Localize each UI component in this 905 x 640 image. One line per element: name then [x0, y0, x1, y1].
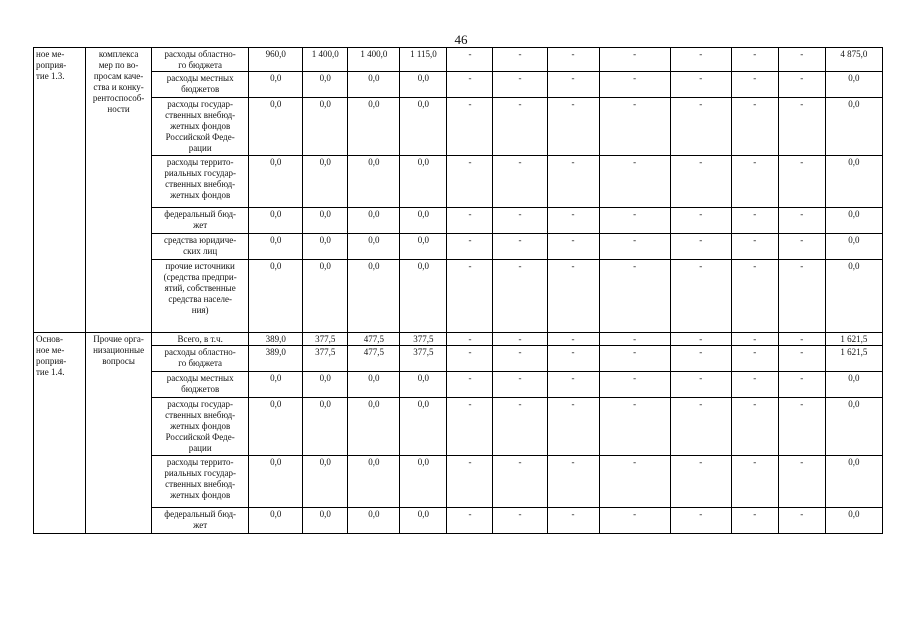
value-cell: 0,0 — [400, 234, 447, 260]
table-row — [34, 333, 883, 346]
empty-value-cell: - — [447, 156, 493, 208]
empty-value-cell: - — [778, 48, 825, 72]
funding-source-cell: расходы местных бюджетов — [152, 72, 249, 98]
empty-value-cell: - — [670, 48, 731, 72]
value-cell: 1 400,0 — [348, 48, 400, 72]
empty-value-cell: - — [547, 98, 599, 156]
empty-value-cell: - — [778, 208, 825, 234]
total-cell: 1 621,5 — [825, 346, 882, 372]
value-cell: 0,0 — [348, 234, 400, 260]
empty-value-cell: - — [778, 98, 825, 156]
empty-value-cell: - — [670, 456, 731, 508]
value-cell: 0,0 — [249, 508, 303, 534]
value-cell: 0,0 — [348, 260, 400, 333]
empty-value-cell: - — [731, 234, 778, 260]
empty-value-cell: - — [599, 260, 670, 333]
funding-source-cell: расходы местных бюджетов — [152, 372, 249, 398]
empty-value-cell: - — [493, 398, 547, 456]
empty-value-cell: - — [547, 398, 599, 456]
empty-value-cell: - — [731, 48, 778, 72]
empty-value-cell: - — [493, 508, 547, 534]
table-row — [34, 72, 883, 98]
value-cell: 377,5 — [303, 333, 348, 346]
value-cell: 1 115,0 — [400, 48, 447, 72]
funding-source-cell: средства юридиче- ских лиц — [152, 234, 249, 260]
empty-value-cell: - — [778, 456, 825, 508]
empty-value-cell: - — [731, 333, 778, 346]
table-row — [34, 208, 883, 234]
empty-value-cell: - — [447, 48, 493, 72]
value-cell: 0,0 — [348, 156, 400, 208]
empty-value-cell: - — [447, 208, 493, 234]
empty-value-cell: - — [447, 456, 493, 508]
value-cell: 0,0 — [303, 98, 348, 156]
empty-value-cell: - — [731, 456, 778, 508]
table-row — [34, 346, 883, 372]
empty-value-cell: - — [447, 260, 493, 333]
empty-value-cell: - — [547, 48, 599, 72]
empty-value-cell: - — [731, 208, 778, 234]
measure-cell: ное ме- роприя- тие 1.3. — [34, 48, 86, 333]
total-cell: 1 621,5 — [825, 333, 882, 346]
empty-value-cell: - — [731, 260, 778, 333]
total-cell: 0,0 — [825, 156, 882, 208]
empty-value-cell: - — [547, 508, 599, 534]
value-cell: 0,0 — [348, 72, 400, 98]
table-row — [34, 48, 883, 72]
total-cell: 4 875,0 — [825, 48, 882, 72]
funding-source-cell: расходы областно- го бюджета — [152, 346, 249, 372]
empty-value-cell: - — [778, 156, 825, 208]
value-cell: 0,0 — [400, 508, 447, 534]
value-cell: 0,0 — [400, 372, 447, 398]
empty-value-cell: - — [547, 456, 599, 508]
empty-value-cell: - — [599, 72, 670, 98]
empty-value-cell: - — [493, 456, 547, 508]
empty-value-cell: - — [670, 156, 731, 208]
empty-value-cell: - — [731, 346, 778, 372]
empty-value-cell: - — [493, 234, 547, 260]
empty-value-cell: - — [547, 234, 599, 260]
value-cell: 0,0 — [249, 260, 303, 333]
empty-value-cell: - — [778, 508, 825, 534]
value-cell: 960,0 — [249, 48, 303, 72]
empty-value-cell: - — [547, 333, 599, 346]
value-cell: 0,0 — [249, 234, 303, 260]
empty-value-cell: - — [599, 398, 670, 456]
measure-cell: Основ- ное ме- роприя- тие 1.4. — [34, 333, 86, 534]
table-row — [34, 456, 883, 508]
total-cell: 0,0 — [825, 372, 882, 398]
empty-value-cell: - — [447, 372, 493, 398]
empty-value-cell: - — [493, 333, 547, 346]
empty-value-cell: - — [493, 48, 547, 72]
empty-value-cell: - — [670, 98, 731, 156]
value-cell: 477,5 — [348, 346, 400, 372]
empty-value-cell: - — [670, 260, 731, 333]
value-cell: 0,0 — [303, 456, 348, 508]
funding-source-cell: федеральный бюд- жет — [152, 508, 249, 534]
budget-table — [33, 47, 883, 534]
total-cell: 0,0 — [825, 508, 882, 534]
empty-value-cell: - — [547, 208, 599, 234]
total-cell: 0,0 — [825, 234, 882, 260]
value-cell: 1 400,0 — [303, 48, 348, 72]
value-cell: 0,0 — [303, 72, 348, 98]
empty-value-cell: - — [493, 208, 547, 234]
value-cell: 0,0 — [249, 156, 303, 208]
table-row — [34, 260, 883, 333]
total-cell: 0,0 — [825, 398, 882, 456]
value-cell: 389,0 — [249, 346, 303, 372]
empty-value-cell: - — [778, 234, 825, 260]
empty-value-cell: - — [778, 333, 825, 346]
table-body — [34, 48, 883, 534]
total-cell: 0,0 — [825, 98, 882, 156]
value-cell: 0,0 — [303, 372, 348, 398]
value-cell: 0,0 — [348, 456, 400, 508]
empty-value-cell: - — [670, 346, 731, 372]
empty-value-cell: - — [547, 260, 599, 333]
value-cell: 377,5 — [400, 333, 447, 346]
empty-value-cell: - — [670, 372, 731, 398]
value-cell: 0,0 — [249, 456, 303, 508]
empty-value-cell: - — [599, 98, 670, 156]
empty-value-cell: - — [493, 372, 547, 398]
empty-value-cell: - — [778, 72, 825, 98]
page-number: 46 — [454, 32, 468, 47]
empty-value-cell: - — [670, 508, 731, 534]
table-row — [34, 98, 883, 156]
value-cell: 389,0 — [249, 333, 303, 346]
empty-value-cell: - — [447, 333, 493, 346]
value-cell: 0,0 — [303, 156, 348, 208]
empty-value-cell: - — [599, 372, 670, 398]
value-cell: 0,0 — [400, 98, 447, 156]
empty-value-cell: - — [731, 72, 778, 98]
empty-value-cell: - — [599, 456, 670, 508]
funding-source-cell: расходы террито- риальных государ- ственных внебюд- жетных фондов — [152, 456, 249, 508]
value-cell: 0,0 — [249, 398, 303, 456]
value-cell: 0,0 — [249, 208, 303, 234]
value-cell: 377,5 — [303, 346, 348, 372]
funding-source-cell: Всего, в т.ч. — [152, 333, 249, 346]
empty-value-cell: - — [778, 346, 825, 372]
empty-value-cell: - — [778, 260, 825, 333]
value-cell: 0,0 — [348, 208, 400, 234]
funding-source-cell: расходы государ- ственных внебюд- жетных фондов Российской Феде- рации — [152, 398, 249, 456]
empty-value-cell: - — [670, 72, 731, 98]
empty-value-cell: - — [447, 72, 493, 98]
value-cell: 0,0 — [348, 398, 400, 456]
total-cell: 0,0 — [825, 72, 882, 98]
funding-source-cell: расходы террито- риальных государ- ственных внебюд- жетных фондов — [152, 156, 249, 208]
value-cell: 0,0 — [400, 72, 447, 98]
empty-value-cell: - — [731, 156, 778, 208]
table-row — [34, 508, 883, 534]
empty-value-cell: - — [670, 333, 731, 346]
empty-value-cell: - — [599, 156, 670, 208]
empty-value-cell: - — [670, 398, 731, 456]
table-row — [34, 398, 883, 456]
value-cell: 0,0 — [303, 208, 348, 234]
funding-source-cell: федеральный бюд- жет — [152, 208, 249, 234]
empty-value-cell: - — [493, 346, 547, 372]
empty-value-cell: - — [447, 346, 493, 372]
empty-value-cell: - — [447, 98, 493, 156]
value-cell: 0,0 — [400, 208, 447, 234]
value-cell: 377,5 — [400, 346, 447, 372]
empty-value-cell: - — [778, 372, 825, 398]
empty-value-cell: - — [731, 508, 778, 534]
empty-value-cell: - — [731, 98, 778, 156]
table-row — [34, 372, 883, 398]
value-cell: 0,0 — [303, 398, 348, 456]
value-cell: 0,0 — [348, 372, 400, 398]
empty-value-cell: - — [447, 398, 493, 456]
value-cell: 0,0 — [303, 260, 348, 333]
value-cell: 0,0 — [400, 156, 447, 208]
measure-name-cell: Прочие орга- низационные вопросы — [86, 333, 152, 534]
value-cell: 0,0 — [303, 508, 348, 534]
empty-value-cell: - — [599, 48, 670, 72]
empty-value-cell: - — [670, 234, 731, 260]
empty-value-cell: - — [493, 72, 547, 98]
empty-value-cell: - — [599, 508, 670, 534]
value-cell: 0,0 — [249, 372, 303, 398]
empty-value-cell: - — [447, 234, 493, 260]
empty-value-cell: - — [670, 208, 731, 234]
measure-name-cell: комплекса мер по во- просам каче- ства и конку- рентоспособ- ности — [86, 48, 152, 333]
value-cell: 0,0 — [348, 98, 400, 156]
funding-source-cell: прочие источники (средства предпри- ятий, собственные средства населе- ния) — [152, 260, 249, 333]
empty-value-cell: - — [599, 208, 670, 234]
total-cell: 0,0 — [825, 456, 882, 508]
empty-value-cell: - — [778, 398, 825, 456]
value-cell: 0,0 — [303, 234, 348, 260]
table-row — [34, 234, 883, 260]
value-cell: 0,0 — [400, 260, 447, 333]
empty-value-cell: - — [547, 346, 599, 372]
total-cell: 0,0 — [825, 260, 882, 333]
empty-value-cell: - — [493, 98, 547, 156]
empty-value-cell: - — [599, 333, 670, 346]
value-cell: 0,0 — [400, 398, 447, 456]
table-row — [34, 156, 883, 208]
empty-value-cell: - — [493, 156, 547, 208]
funding-source-cell: расходы государ- ственных внебюд- жетных фондов Российской Феде- рации — [152, 98, 249, 156]
value-cell: 0,0 — [249, 72, 303, 98]
empty-value-cell: - — [547, 72, 599, 98]
empty-value-cell: - — [547, 156, 599, 208]
empty-value-cell: - — [731, 372, 778, 398]
empty-value-cell: - — [599, 346, 670, 372]
value-cell: 0,0 — [249, 98, 303, 156]
empty-value-cell: - — [547, 372, 599, 398]
total-cell: 0,0 — [825, 208, 882, 234]
value-cell: 0,0 — [348, 508, 400, 534]
value-cell: 0,0 — [400, 456, 447, 508]
empty-value-cell: - — [599, 234, 670, 260]
empty-value-cell: - — [731, 398, 778, 456]
value-cell: 477,5 — [348, 333, 400, 346]
empty-value-cell: - — [447, 508, 493, 534]
funding-source-cell: расходы областно- го бюджета — [152, 48, 249, 72]
empty-value-cell: - — [493, 260, 547, 333]
